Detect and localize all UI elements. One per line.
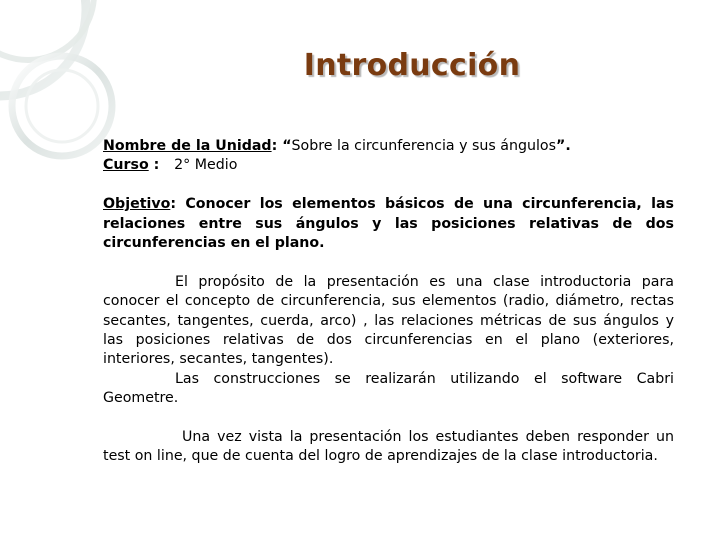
spacer [103,409,674,428]
curso-line [103,156,674,175]
unidad-line [103,137,674,156]
unidad-quote-close: ”. [556,138,571,154]
spacer [103,176,674,195]
unidad-label: Nombre de la Unidad [103,138,272,154]
paragraph-evaluacion-text: Una vez vista la presentación los estudiantes deben responder un test on line, que de cuenta del logro de aprendizajes de la clase introductoria. [103,429,674,465]
spacer [103,253,674,272]
page-title: Introducción [303,48,521,83]
curso-value: 2° Medio [174,157,238,174]
objetivo-label: Objetivo [103,196,171,213]
paragraph-proposito [103,273,674,370]
unidad-separator: : [271,138,283,154]
unidad-value: Sobre la circunferencia y sus ángulos [291,138,556,154]
unidad-quote-open: “ [282,138,292,154]
objetivo-paragraph [103,195,674,253]
curso-separator: : [148,157,175,174]
objetivo-text: : Conocer los elementos básicos de una circunferencia, las relaciones entre sus ángulos y las posiciones relativas de dos circunferencias en el plano. [103,196,674,252]
slide-body [103,137,674,467]
paragraph-construcciones [103,370,674,409]
curso-label: Curso [103,157,149,174]
paragraph-proposito-text: El propósito de la presentación es una clase introductoria para conocer el concepto de circunferencia, sus elementos (radio, diámetro, rectas secantes, tangentes, cuerda, arco) , las relaciones métricas de sus ángulos y las posiciones relativas de dos circunferencias en el plano (exteriores, interiores, secantes, tangentes). [103,273,674,368]
paragraph-evaluacion [103,428,674,467]
paragraph-construcciones-text: Las construcciones se realizarán utilizando el software Cabri Geometre. [103,370,674,407]
